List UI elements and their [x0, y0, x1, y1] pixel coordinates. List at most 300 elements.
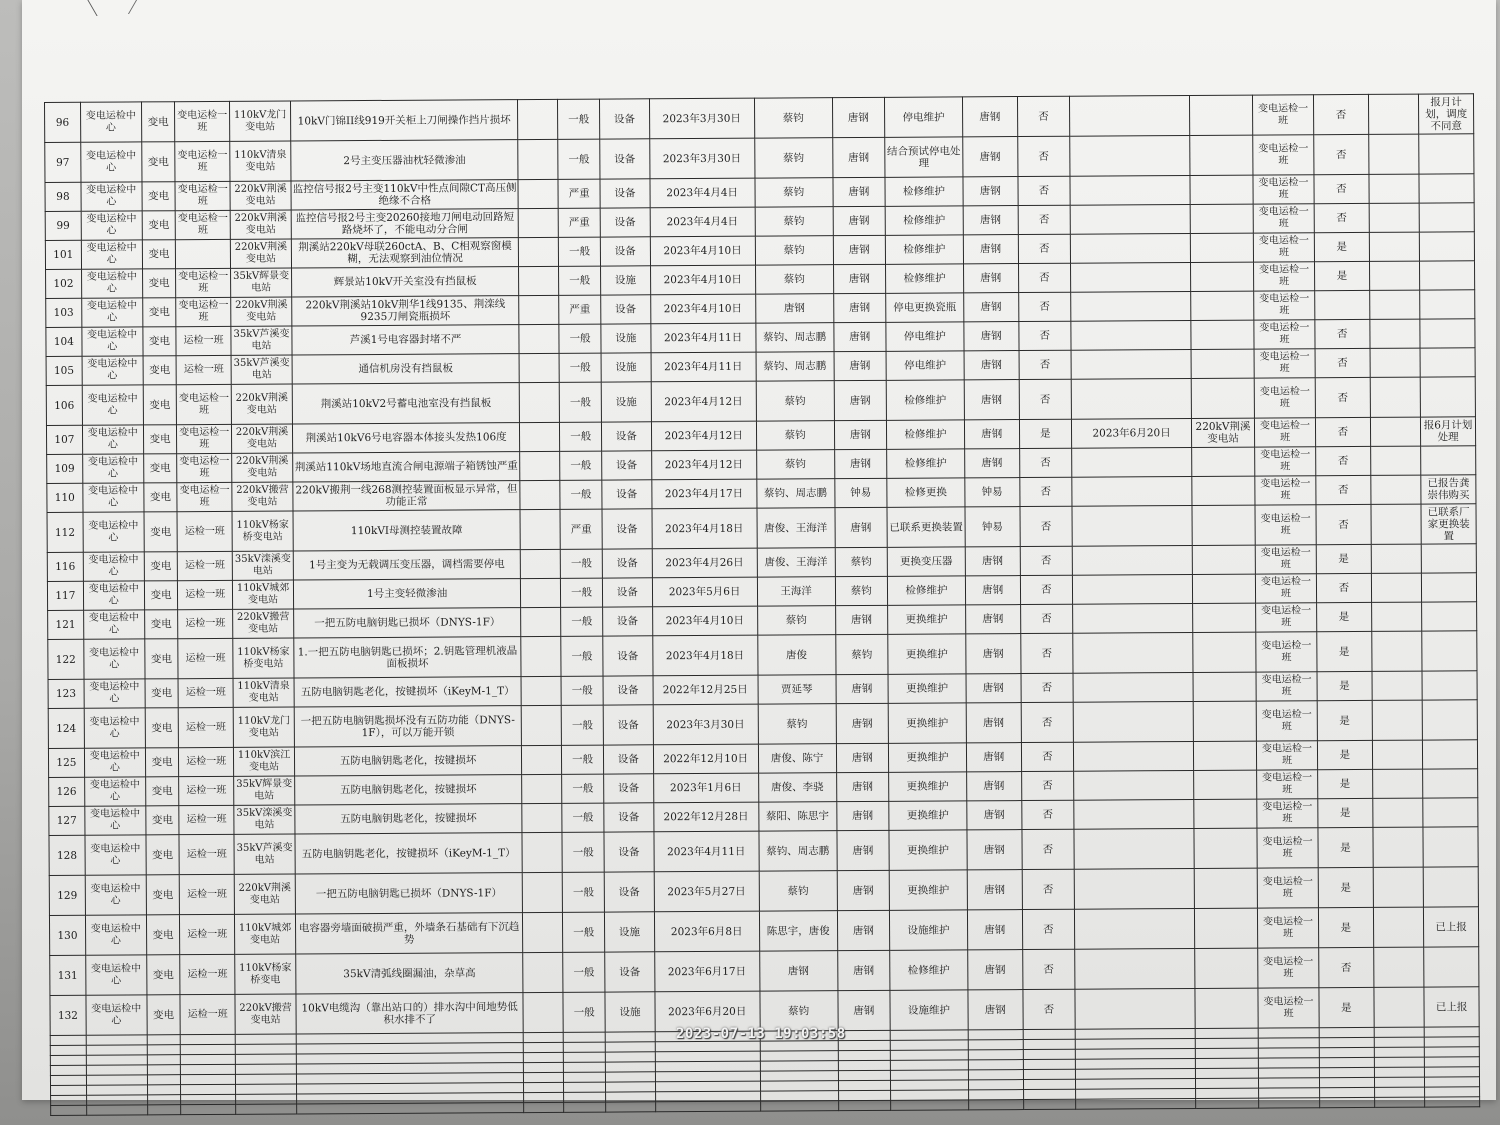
empty-cell [181, 1054, 236, 1064]
cell-p1: 唐钢 [837, 870, 890, 910]
empty-cell [606, 1092, 655, 1102]
cell-empty1 [519, 353, 559, 382]
cell-fixed: 是 [1319, 987, 1374, 1027]
cell-date: 2022年12月25日 [653, 675, 758, 705]
cell-fixed: 否 [1313, 94, 1368, 134]
empty-cell [968, 1030, 1023, 1040]
cell-empty2 [1373, 947, 1424, 987]
empty-cell [1195, 1028, 1258, 1038]
cell-fixed: 是 [1317, 700, 1372, 740]
cell-remark [1419, 232, 1474, 261]
cell-empty1 [518, 139, 558, 179]
cell-team: 运检一班 [178, 678, 233, 707]
cell-team: 运检一班 [176, 355, 231, 384]
cell-unit: 变电运检一班 [1254, 320, 1315, 349]
empty-cell [50, 1065, 86, 1075]
cell-flag: 否 [1018, 321, 1071, 350]
cell-dept: 变电运检中心 [84, 708, 145, 748]
empty-cell [1258, 1038, 1319, 1048]
cell-p2: 唐钢 [964, 293, 1019, 322]
table-body [45, 94, 1480, 1116]
cell-empty1 [521, 636, 561, 676]
empty-cell [564, 1092, 606, 1102]
empty-cell [1259, 1088, 1320, 1098]
empty-cell [968, 1040, 1023, 1050]
cell-level: 一般 [561, 636, 603, 676]
empty-cell [147, 1095, 181, 1105]
cell-team: 变电运检一班 [175, 181, 230, 210]
cell-empty1 [522, 872, 562, 912]
cell-desc: 一把五防电脑钥匙已损坏（DNYS-1F） [295, 873, 522, 914]
cell-loc [1193, 672, 1256, 701]
cell-p1: 唐钢 [836, 801, 889, 830]
cell-date: 2023年4月10日 [650, 294, 755, 324]
cell-team: 运检一班 [180, 994, 235, 1034]
cell-empty1 [519, 266, 559, 295]
cell-type: 变电 [145, 679, 179, 708]
cell-p2: 钟易 [965, 507, 1020, 547]
cell-finder: 蔡钧、周志鹏 [759, 831, 837, 871]
empty-cell [1023, 1099, 1076, 1109]
empty-cell [1374, 1037, 1425, 1047]
cell-type: 变电 [143, 454, 177, 483]
cell-measure: 停电维护 [886, 322, 964, 351]
cell-no: 99 [45, 211, 81, 240]
cell-p1: 唐钢 [835, 605, 888, 634]
cell-date: 2023年4月10日 [650, 265, 755, 295]
cell-date: 2023年4月26日 [652, 548, 757, 578]
cell-date: 2023年4月4日 [650, 178, 755, 208]
empty-cell [760, 1101, 838, 1111]
empty-cell [760, 1081, 838, 1091]
cell-p2: 唐钢 [966, 674, 1021, 703]
cell-cat: 设备 [604, 872, 654, 912]
cell-type: 变电 [143, 425, 177, 454]
cell-team: 变电运检一班 [177, 384, 232, 424]
cell-dept: 变电运检中心 [83, 581, 144, 610]
cell-loc [1191, 378, 1254, 418]
empty-cell [524, 1082, 564, 1092]
cell-p1: 唐钢 [837, 910, 890, 950]
cell-unit: 变电运检一班 [1258, 948, 1319, 988]
cell-cat: 设施 [605, 912, 655, 952]
cell-remark: 已上报 [1424, 987, 1479, 1027]
cell-team: 运检一班 [179, 776, 234, 805]
cell-empty2 [1369, 261, 1420, 290]
empty-cell [1425, 1087, 1480, 1097]
cell-p2: 唐钢 [966, 743, 1021, 772]
cell-empty2 [1372, 700, 1423, 740]
cell-p1: 唐钢 [834, 380, 887, 420]
cell-empty1 [520, 451, 560, 480]
cell-type: 变电 [147, 995, 181, 1035]
cell-station: 110kV杨家桥变电站 [232, 511, 293, 551]
cell-no: 97 [45, 142, 81, 182]
cell-fin_date [1071, 349, 1191, 379]
empty-cell [564, 1082, 606, 1092]
cell-loc [1192, 505, 1255, 545]
cell-finder: 唐俊、李骁 [758, 773, 836, 802]
empty-cell [147, 1105, 181, 1115]
empty-cell [563, 1032, 605, 1042]
cell-level: 一般 [560, 480, 602, 509]
cell-dept: 变电运检中心 [84, 679, 145, 708]
cell-p2: 唐钢 [964, 380, 1019, 420]
cell-empty1 [522, 745, 562, 774]
cell-dept: 变电运检中心 [85, 806, 146, 835]
cell-desc: 一把五防电脑钥匙损坏没有五防功能（DNYS-1F），可以万能开锁 [294, 706, 521, 747]
cell-date: 2023年6月20日 [655, 991, 760, 1032]
empty-cell [1319, 1057, 1374, 1067]
cell-flag: 否 [1019, 379, 1072, 419]
cell-station: 220kV荆溪变电站 [231, 384, 292, 424]
cell-level: 一般 [560, 422, 602, 451]
cell-no: 103 [46, 298, 82, 327]
cell-no: 105 [46, 356, 82, 385]
cell-p1: 唐钢 [833, 293, 886, 322]
cell-cat: 设备 [600, 237, 650, 266]
cell-cat: 设备 [601, 295, 651, 324]
empty-cell [1319, 1047, 1374, 1057]
empty-cell [1259, 1078, 1320, 1088]
cell-remark [1422, 700, 1477, 740]
empty-cell [564, 1072, 606, 1082]
cell-p2: 唐钢 [963, 235, 1018, 264]
empty-cell [50, 1045, 86, 1055]
cell-flag: 否 [1021, 673, 1074, 702]
cell-date: 2023年4月11日 [651, 352, 756, 382]
cell-measure: 停电维护 [886, 351, 964, 380]
cell-empty2 [1370, 475, 1421, 504]
cell-fixed: 是 [1318, 769, 1373, 798]
empty-cell [1196, 1098, 1259, 1108]
empty-cell [606, 1062, 655, 1072]
cell-desc: 芦溪1号电容器封堵不严 [292, 325, 519, 355]
cell-flag: 否 [1020, 506, 1073, 546]
empty-cell [1319, 1037, 1374, 1047]
cell-fin_date: 2023年6月20日 [1072, 418, 1192, 448]
cell-team: 运检一班 [179, 834, 234, 874]
empty-cell [838, 1050, 891, 1060]
cell-measure: 检修维护 [886, 264, 964, 293]
cell-no: 117 [47, 581, 83, 610]
cell-no: 96 [45, 102, 81, 142]
empty-cell [563, 1042, 605, 1052]
cell-station: 110kV杨家桥变电 [235, 954, 296, 994]
empty-cell [1374, 1067, 1425, 1077]
cell-p1: 唐钢 [836, 743, 889, 772]
empty-cell [147, 1035, 181, 1045]
cell-level: 一般 [559, 382, 601, 422]
cell-flag: 否 [1018, 205, 1071, 234]
cell-dept: 变电运检中心 [85, 955, 146, 995]
cell-date: 2023年4月11日 [650, 323, 755, 353]
cell-empty2 [1371, 544, 1422, 573]
cell-remark [1423, 798, 1478, 827]
cell-station: 110kV杨家桥变电站 [233, 638, 294, 678]
cell-empty1 [518, 237, 558, 266]
empty-cell [760, 1071, 838, 1081]
empty-cell [1374, 1077, 1425, 1087]
cell-empty1 [521, 676, 561, 705]
cell-p1: 唐钢 [836, 772, 889, 801]
cell-unit: 变电运检一班 [1256, 672, 1317, 701]
cell-p2: 唐钢 [965, 547, 1020, 576]
cell-flag: 否 [1018, 263, 1071, 292]
cell-flag: 否 [1021, 800, 1074, 829]
cell-date: 2023年4月18日 [652, 508, 757, 549]
cell-loc [1191, 349, 1254, 378]
cell-measure: 更换维护 [889, 830, 967, 870]
empty-cell [655, 1091, 760, 1102]
empty-cell [1319, 1027, 1374, 1037]
cell-type: 变电 [141, 102, 175, 142]
cell-p1: 唐钢 [833, 206, 886, 235]
empty-cell [1023, 1059, 1076, 1069]
empty-cell [235, 1044, 296, 1054]
cell-loc [1193, 632, 1256, 672]
cell-loc [1193, 603, 1256, 632]
cell-dept: 变电运检中心 [82, 385, 143, 425]
cell-date: 2023年4月10日 [650, 236, 755, 266]
cell-remark [1419, 134, 1474, 174]
cell-station: 220kV荆溪变电站 [234, 874, 295, 914]
cell-loc [1194, 770, 1257, 799]
cell-dept: 变电运检中心 [84, 777, 145, 806]
cell-desc: 35kV清弧线圈漏油，杂草高 [296, 953, 523, 994]
empty-cell [838, 1100, 891, 1110]
cell-remark [1419, 174, 1474, 203]
empty-cell [86, 1105, 147, 1115]
empty-cell [1023, 1039, 1076, 1049]
cell-cat: 设备 [603, 607, 653, 636]
cell-flag: 否 [1021, 829, 1074, 869]
cell-remark [1420, 261, 1475, 290]
cell-dept: 变电运检中心 [81, 269, 142, 298]
cell-level: 一般 [558, 139, 600, 179]
cell-date: 2023年5月6日 [652, 577, 757, 607]
cell-loc [1194, 908, 1257, 948]
empty-cell [1195, 1038, 1258, 1048]
cell-unit: 变电运检一班 [1253, 135, 1314, 175]
cell-cat: 设备 [603, 676, 653, 705]
cell-p1: 钟易 [834, 478, 887, 507]
cell-cat: 设备 [604, 803, 654, 832]
cell-station: 220kV搬营变电站 [233, 609, 294, 638]
cell-finder: 蔡钧 [755, 265, 833, 294]
empty-cell [1320, 1087, 1375, 1097]
cell-station: 110kV城郊变电站 [232, 580, 293, 609]
cell-desc: 五防电脑钥匙老化，按键损坏（iKeyM-1_T） [295, 833, 522, 874]
cell-fin_date [1071, 320, 1191, 350]
empty-cell [1374, 1097, 1425, 1107]
cell-empty2 [1369, 290, 1420, 319]
cell-cat: 设备 [602, 509, 652, 549]
cell-fin_date [1072, 476, 1192, 506]
empty-cell [760, 1051, 838, 1061]
cell-measure: 已联系更换装置 [887, 507, 965, 547]
cell-remark: 已报告龚崇伟购买 [1421, 475, 1476, 504]
cell-no: 106 [46, 385, 82, 425]
cell-fixed: 否 [1319, 947, 1374, 987]
empty-cell [235, 1034, 296, 1044]
empty-cell [1374, 1047, 1425, 1057]
cell-date: 2023年4月11日 [654, 831, 759, 872]
cell-fixed: 否 [1316, 475, 1371, 504]
cell-date: 2023年1月6日 [653, 773, 758, 803]
cell-p2: 唐钢 [968, 990, 1023, 1030]
empty-cell [1258, 1068, 1319, 1078]
cell-no: 104 [46, 327, 82, 356]
cell-level: 严重 [558, 208, 600, 237]
cell-fin_date [1073, 603, 1193, 633]
cell-dept: 变电运检中心 [83, 483, 144, 512]
empty-cell [51, 1105, 87, 1115]
cell-no: 131 [50, 955, 86, 995]
empty-cell [890, 1030, 968, 1040]
empty-cell [1195, 1078, 1258, 1088]
cell-no: 116 [47, 552, 83, 581]
cell-type: 变电 [142, 182, 176, 211]
cell-p2: 唐钢 [963, 264, 1018, 293]
empty-cell [181, 1064, 236, 1074]
cell-finder: 蔡钧 [756, 450, 834, 479]
cell-remark [1420, 348, 1475, 377]
empty-cell [890, 1070, 968, 1080]
cell-finder: 蔡钧 [756, 421, 834, 450]
cell-fin_date [1070, 176, 1190, 206]
cell-measure: 更换维护 [888, 674, 966, 703]
empty-cell [1195, 1048, 1258, 1058]
cell-desc: 10kV电缆沟（靠出站口的）排水沟中间地势低积水排不了 [296, 993, 523, 1034]
empty-cell [968, 1060, 1023, 1070]
empty-cell [1374, 1027, 1425, 1037]
cell-p1: 唐钢 [832, 137, 885, 177]
cell-cat: 设备 [600, 139, 650, 179]
empty-cell [1320, 1097, 1375, 1107]
cell-empty2 [1371, 602, 1422, 631]
cell-empty2 [1371, 573, 1422, 602]
cell-empty2 [1369, 174, 1420, 203]
cell-station: 220kV荆溪变电站 [230, 239, 291, 268]
empty-cell [890, 1040, 968, 1050]
cell-fin_date [1074, 828, 1194, 869]
cell-p1: 唐钢 [833, 322, 886, 351]
cell-dept: 变电运检中心 [84, 639, 145, 679]
cell-desc: 2号主变压器油枕轻微渗油 [291, 140, 518, 181]
cell-loc [1195, 988, 1258, 1028]
cell-p2: 唐钢 [962, 97, 1017, 137]
empty-cell [1374, 1087, 1425, 1097]
cell-desc: 五防电脑钥匙老化，按键损坏 [295, 775, 522, 805]
cell-p1: 唐钢 [834, 351, 887, 380]
cell-remark [1421, 544, 1476, 573]
cell-p1: 唐钢 [836, 830, 889, 870]
cell-finder: 蔡钧 [760, 991, 838, 1031]
empty-cell [181, 1084, 236, 1094]
cell-date: 2022年12月10日 [653, 744, 758, 774]
cell-empty2 [1369, 232, 1420, 261]
cell-fin_date [1073, 672, 1193, 702]
cell-unit: 变电运检一班 [1254, 418, 1315, 447]
cell-no: 109 [47, 454, 83, 483]
empty-cell [1425, 1077, 1480, 1087]
cell-type: 变电 [143, 327, 177, 356]
cell-unit: 变电运检一班 [1257, 828, 1318, 868]
empty-cell [1258, 1028, 1319, 1038]
cell-p2: 唐钢 [965, 605, 1020, 634]
cell-station: 220kV荆溪变电站 [231, 297, 292, 326]
cell-remark [1423, 769, 1478, 798]
cell-flag: 否 [1022, 949, 1075, 989]
cell-no: 112 [47, 512, 83, 552]
empty-cell [524, 1092, 564, 1102]
cell-loc [1192, 447, 1255, 476]
cell-no: 125 [48, 748, 84, 777]
cell-finder: 蔡钧 [755, 178, 833, 207]
cell-type: 变电 [143, 356, 177, 385]
cell-fixed: 是 [1318, 907, 1373, 947]
cell-station: 220kV荆溪变电站 [232, 453, 293, 482]
cell-desc: 辉景站10kV开关室没有挡鼠板 [292, 267, 519, 297]
empty-cell [655, 1101, 760, 1112]
empty-cell [181, 1034, 236, 1044]
cell-fixed: 是 [1314, 232, 1369, 261]
cell-empty1 [519, 324, 559, 353]
cell-p1: 蔡钧 [835, 634, 888, 674]
cell-flag: 否 [1022, 869, 1075, 909]
cell-empty2 [1372, 671, 1423, 700]
cell-team: 运检一班 [177, 511, 232, 551]
cell-empty1 [520, 509, 560, 549]
cell-p2: 唐钢 [967, 870, 1022, 910]
cell-unit: 变电运检一班 [1255, 545, 1316, 574]
cell-team: 运检一班 [179, 747, 234, 776]
empty-cell [1258, 1048, 1319, 1058]
cell-desc: 1.一把五防电脑钥匙已损坏；2.钥匙管理机液晶面板损坏 [294, 637, 521, 678]
cell-no: 122 [48, 639, 84, 679]
cell-no: 107 [46, 425, 82, 454]
cell-team: 运检一班 [179, 707, 234, 747]
cell-type: 变电 [142, 240, 176, 269]
cell-level: 严重 [559, 295, 601, 324]
cell-station: 220kV搬营变电站 [235, 994, 296, 1034]
cell-unit: 变电运检一班 [1254, 378, 1315, 418]
cell-p1: 蔡钧 [835, 547, 888, 576]
cell-station: 35kV滦溪变电站 [234, 805, 295, 834]
cell-fixed: 否 [1315, 348, 1370, 377]
cell-loc [1194, 799, 1257, 828]
cell-loc [1193, 701, 1256, 741]
cell-team [176, 239, 231, 268]
cell-remark [1423, 867, 1478, 907]
empty-cell [50, 1055, 86, 1065]
cell-date: 2023年3月30日 [649, 98, 754, 139]
cell-dept: 变电运检中心 [82, 454, 143, 483]
cell-empty2 [1370, 417, 1421, 446]
empty-cell [236, 1094, 297, 1104]
cell-empty2 [1368, 134, 1419, 174]
defect-log-table [44, 93, 1480, 1116]
empty-cell [760, 1091, 838, 1101]
cell-no: 127 [49, 806, 85, 835]
cell-fin_date [1075, 908, 1195, 949]
empty-cell [968, 1100, 1023, 1110]
cell-type: 变电 [145, 777, 179, 806]
cell-date: 2023年4月10日 [652, 606, 757, 636]
cell-level: 一般 [562, 745, 604, 774]
cell-team: 变电运检一班 [175, 101, 230, 141]
